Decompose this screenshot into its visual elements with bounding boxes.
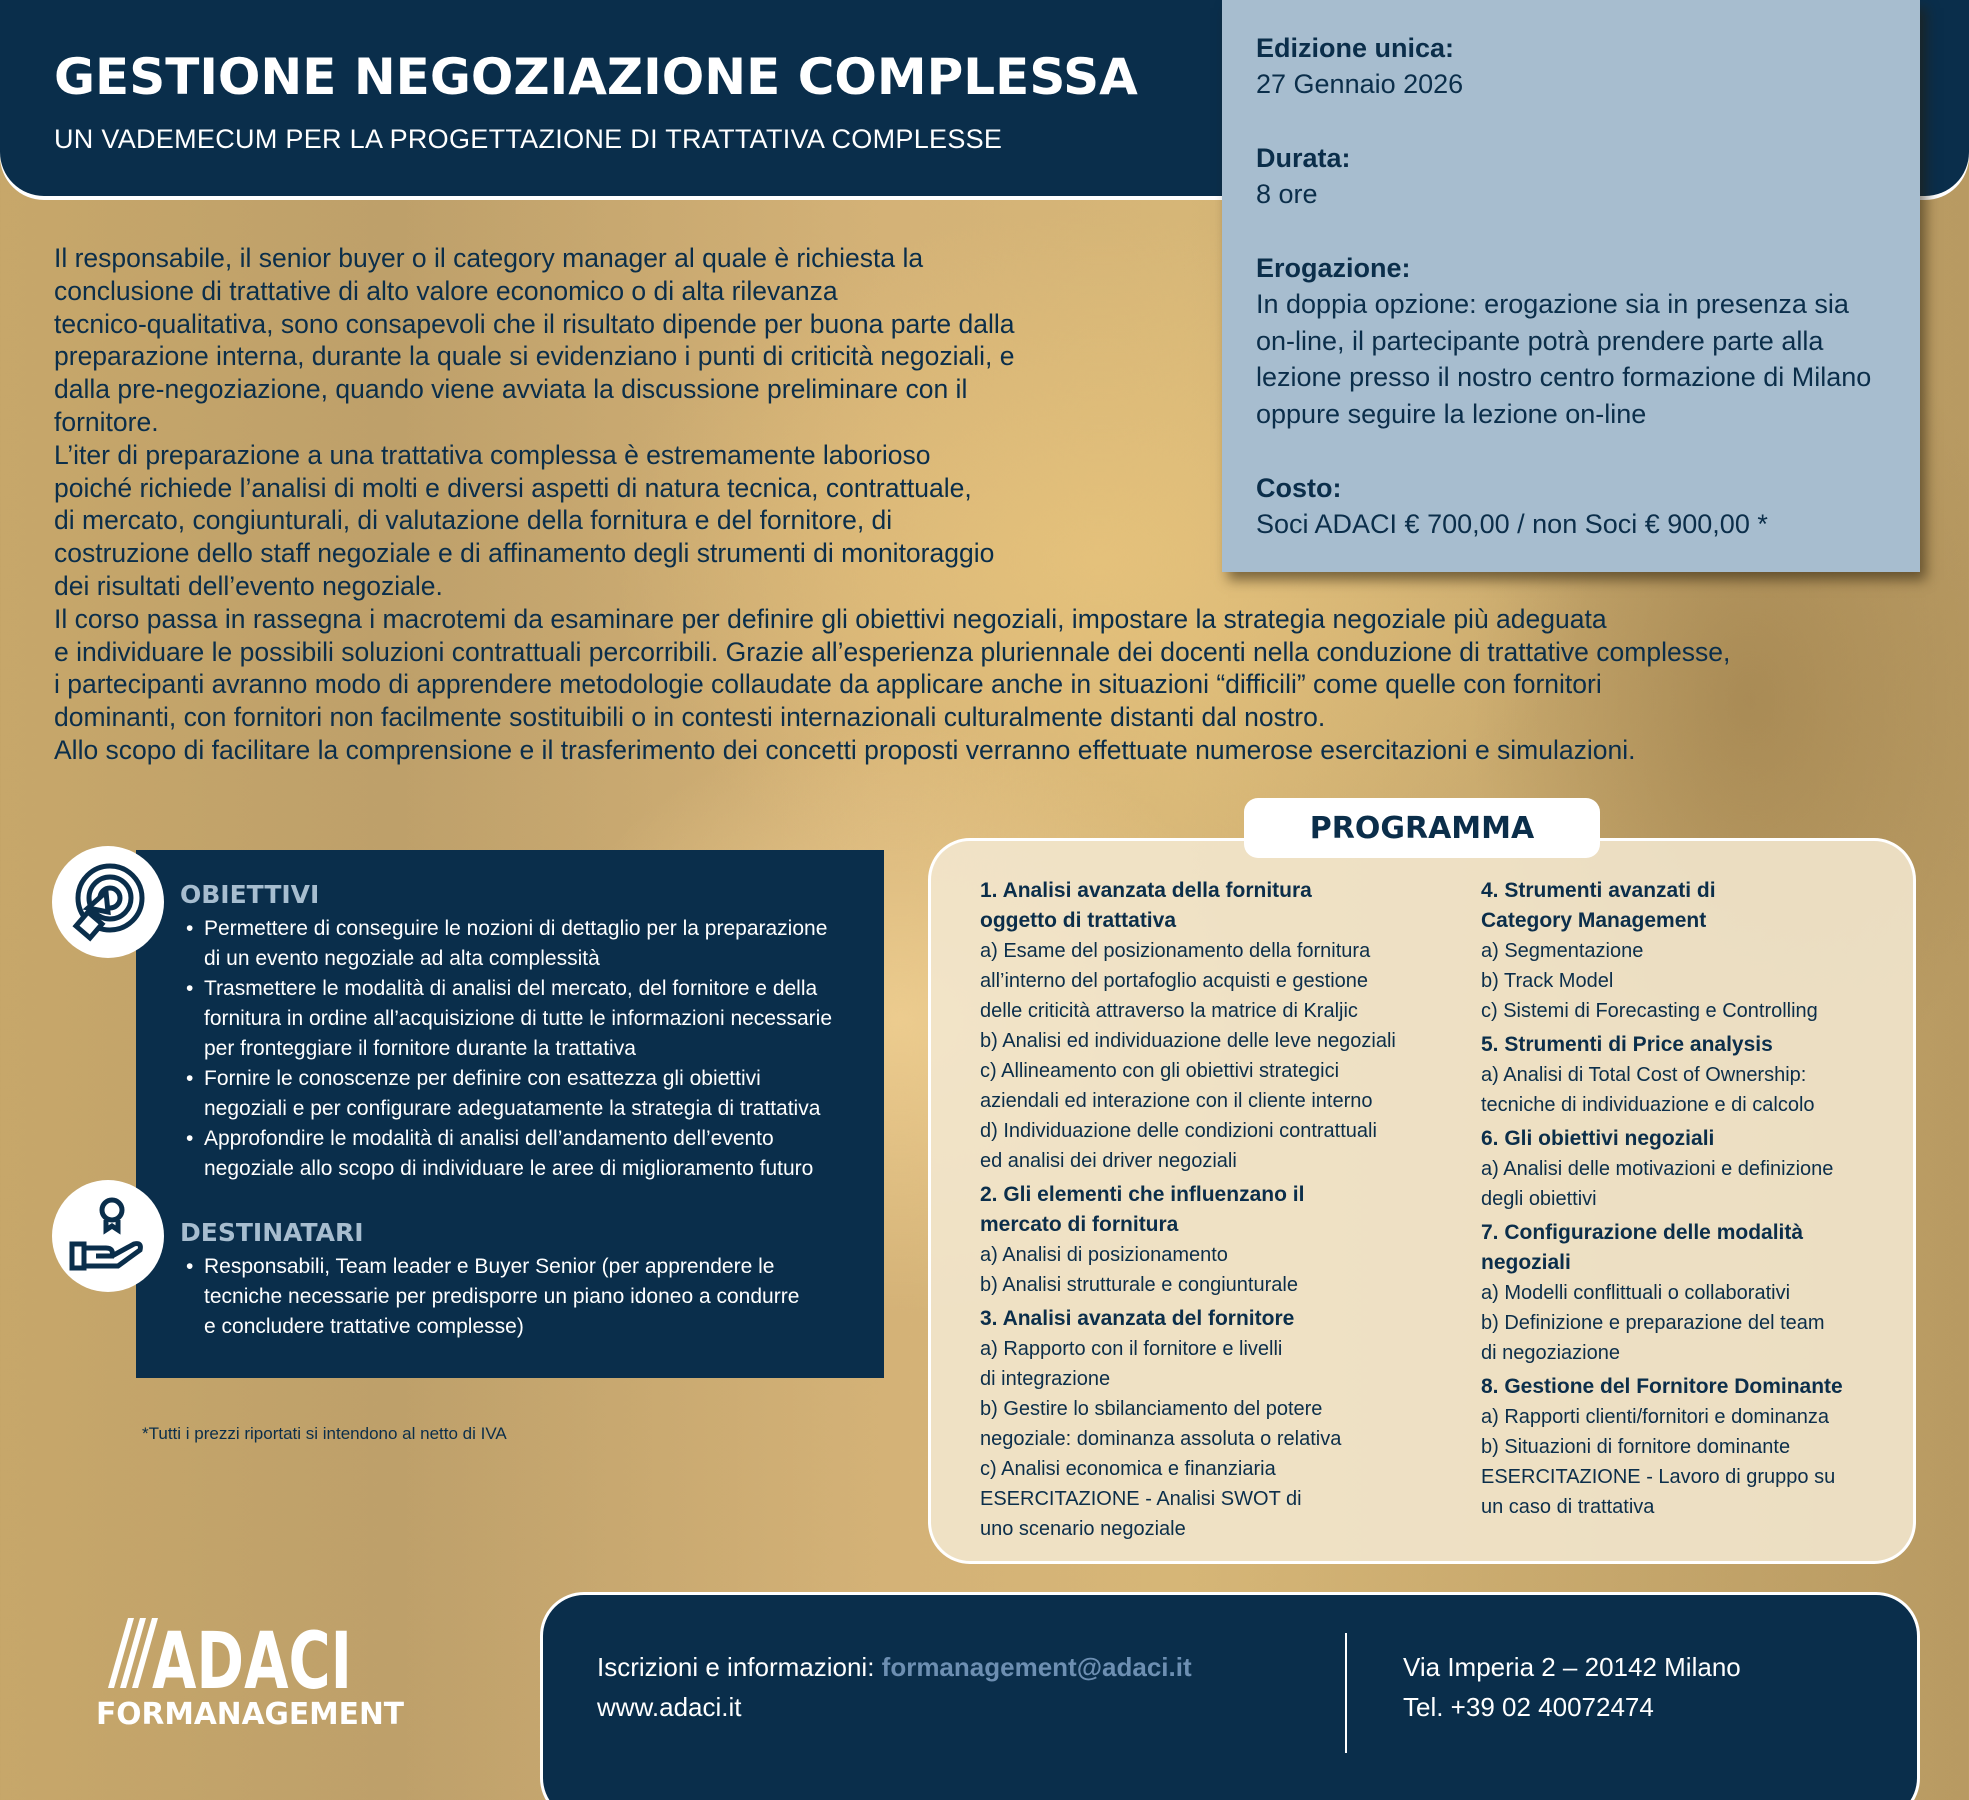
intro-text bbox=[54, 242, 1854, 767]
objectives-title: OBIETTIVI bbox=[180, 880, 320, 909]
intro-paragraph-3: Il corso passa in rassegna i macrotemi da esaminare per definire gli obiettivi negoziali, impostare la strategia negoziale più adeguata e individuare le possibili soluzioni contrattuali percorribili. Grazie all’esperienza pluriennale dei docenti nella conduzione di trattative complesse, i partecipanti avranno modo di apprendere metodologie collaudate da applicare anche in situazioni “difficili” come quelle con fornitori dominanti, con fornitori non facilmente sostituibili o in contesti internazionali culturalmente distanti dal nostro. bbox=[54, 603, 1731, 733]
module-line: b) Situazioni di fornitore dominante bbox=[1481, 1436, 1791, 1458]
module-line: a) Esame del posizionamento della fornitura all’interno del portafoglio acquisti e gestione delle criticità attraverso la matrice di Kraljic bbox=[980, 940, 1371, 1022]
price-footnote: *Tutti i prezzi riportati si intendono al netto di IVA bbox=[142, 1424, 507, 1443]
objective-item: • Trasmettere le modalità di analisi del mercato, del fornitore e della fornitura in ordine all’acquisizione di tutte le informazioni necessarie per fronteggiare il fornitore durante la trattativa bbox=[184, 974, 834, 1064]
programma-module bbox=[1481, 1030, 1901, 1120]
adaci-logo bbox=[96, 1612, 416, 1732]
phone: Tel. +39 02 40072474 bbox=[1403, 1692, 1654, 1722]
module-line: a) Analisi di posizionamento bbox=[980, 1244, 1228, 1266]
module-line: b) Analisi ed individuazione delle leve negoziali bbox=[980, 1030, 1396, 1052]
programma-module bbox=[1481, 1124, 1901, 1214]
recipient-item: • Responsabili, Team leader e Buyer Senior (per apprendere le tecniche necessarie per predisporre un piano idoneo a condurre e concludere trattative complesse) bbox=[184, 1252, 804, 1342]
cost-value: Soci ADACI € 700,00 / non Soci € 900,00 * bbox=[1256, 509, 1768, 539]
module-heading: 3. Analisi avanzata del fornitore bbox=[980, 1307, 1295, 1330]
module-line: a) Analisi di Total Cost of Ownership: tecniche di individuazione e di calcolo bbox=[1481, 1064, 1815, 1116]
objective-item: • Fornire le conoscenze per definire con esattezza gli obiettivi negoziali e per configurare adeguatamente la strategia di trattativa bbox=[184, 1064, 834, 1124]
module-line: d) Individuazione delle condizioni contrattuali ed analisi dei driver negoziali bbox=[980, 1120, 1377, 1172]
hand-award-icon bbox=[52, 1180, 164, 1292]
module-line: b) Analisi strutturale e congiunturale bbox=[980, 1274, 1298, 1296]
module-heading: 6. Gli obiettivi negoziali bbox=[1481, 1127, 1715, 1150]
module-heading: 7. Configurazione delle modalità negoziali bbox=[1481, 1221, 1804, 1274]
module-line: c) Allineamento con gli obiettivi strategici aziendali ed interazione con il cliente interno bbox=[980, 1060, 1373, 1112]
module-line: ESERCITAZIONE - Analisi SWOT di uno scenario negoziale bbox=[980, 1488, 1302, 1540]
page-title: GESTIONE NEGOZIAZIONE COMPLESSA bbox=[54, 48, 1138, 106]
logo-subtitle: FORMANAGEMENT bbox=[96, 1697, 405, 1732]
objectives-list bbox=[184, 914, 834, 1184]
page-subtitle: UN VADEMECUM PER LA PROGETTAZIONE DI TRATTATIVA COMPLESSE bbox=[54, 124, 1003, 154]
edition-info bbox=[1256, 30, 1886, 102]
module-line: a) Rapporto con il fornitore e livelli di integrazione bbox=[980, 1338, 1283, 1390]
module-line: a) Modelli conflittuali o collaborativi bbox=[1481, 1282, 1791, 1304]
module-line: a) Analisi delle motivazioni e definizione degli obiettivi bbox=[1481, 1158, 1834, 1210]
programma-column-right bbox=[1481, 876, 1901, 1526]
footer-divider bbox=[1345, 1633, 1347, 1753]
module-line: ESERCITAZIONE - Lavoro di gruppo su un caso di trattativa bbox=[1481, 1466, 1836, 1518]
module-line: b) Track Model bbox=[1481, 970, 1614, 992]
module-line: a) Segmentazione bbox=[1481, 940, 1644, 962]
edition-label: Edizione unica: bbox=[1256, 33, 1455, 63]
module-line: c) Sistemi di Forecasting e Controlling bbox=[1481, 1000, 1818, 1022]
programma-module bbox=[1481, 1218, 1901, 1368]
email-link[interactable]: formanagement@adaci.it bbox=[881, 1652, 1192, 1682]
contact-info bbox=[597, 1647, 1192, 1727]
edition-value: 27 Gennaio 2026 bbox=[1256, 69, 1464, 99]
contact-label: Iscrizioni e informazioni: bbox=[597, 1652, 882, 1682]
recipients-title: DESTINATARI bbox=[180, 1218, 364, 1247]
intro-paragraph-4: Allo scopo di facilitare la comprensione e il trasferimento dei concetti proposti verranno effettuate numerose esercitazioni e simulazioni. bbox=[54, 734, 1636, 765]
module-line: a) Rapporti clienti/fornitori e dominanza bbox=[1481, 1406, 1829, 1428]
module-heading: 4. Strumenti avanzati di Category Management bbox=[1481, 879, 1716, 932]
programma-module bbox=[980, 1304, 1450, 1544]
contact-footer bbox=[540, 1592, 1920, 1800]
duration-label: Durata: bbox=[1256, 143, 1351, 173]
module-heading: 5. Strumenti di Price analysis bbox=[1481, 1033, 1773, 1056]
module-line: b) Gestire lo sbilanciamento del potere negoziale: dominanza assoluta o relativa bbox=[980, 1398, 1342, 1450]
module-heading: 8. Gestione del Fornitore Dominante bbox=[1481, 1375, 1843, 1398]
objective-item: • Permettere di conseguire le nozioni di dettaglio per la preparazione di un evento negoziale ad alta complessità bbox=[184, 914, 834, 974]
address: Via Imperia 2 – 20142 Milano bbox=[1403, 1652, 1741, 1682]
duration-value: 8 ore bbox=[1256, 179, 1318, 209]
delivery-value: In doppia opzione: erogazione sia in presenza sia on-line, il partecipante potrà prendere parte alla lezione presso il nostro centro formazione di Milano oppure seguire la lezione on-line bbox=[1256, 289, 1872, 429]
module-line: c) Analisi economica e finanziaria bbox=[980, 1458, 1276, 1480]
target-arrow-icon bbox=[52, 846, 164, 958]
programma-module bbox=[1481, 876, 1901, 1026]
programma-module bbox=[980, 876, 1450, 1176]
intro-paragraph-1: Il responsabile, il senior buyer o il category manager al quale è richiesta la conclusione di trattative di alto valore economico o di alta rilevanza tecnico-qualitativa, sono consapevoli che il risultato dipende per buona parte dalla preparazione interna, durante la quale si evidenziano i punti di criticità negoziali, e dalla pre-negoziazione, quando viene avviata la discussione preliminare con il fornitore. bbox=[54, 243, 1015, 437]
programma-module bbox=[980, 1180, 1450, 1300]
programma-title: PROGRAMMA bbox=[1244, 798, 1600, 858]
address-info bbox=[1403, 1647, 1741, 1727]
recipients-list bbox=[184, 1252, 804, 1342]
programma-column-left bbox=[980, 876, 1450, 1548]
objectives-box bbox=[136, 850, 884, 1378]
duration-info bbox=[1256, 140, 1886, 212]
intro-paragraph-2: L’iter di preparazione a una trattativa complessa è estremamente laborioso poiché richiede l’analisi di molti e diversi aspetti di natura tecnica, contrattuale, di mercato, congiunturali, di valutazione della fornitura e del fornitore, di costruzione dello staff negoziale e di affinamento degli strumenti di monitoraggio dei risultati dell’evento negoziale. bbox=[54, 439, 995, 601]
objective-item: • Approfondire le modalità di analisi dell’andamento dell’evento negoziale allo scopo di individuare le aree di miglioramento futuro bbox=[184, 1124, 834, 1184]
module-heading: 2. Gli elementi che influenzano il mercato di fornitura bbox=[980, 1183, 1305, 1236]
cost-label: Costo: bbox=[1256, 473, 1342, 503]
module-line: b) Definizione e preparazione del team di negoziazione bbox=[1481, 1312, 1825, 1364]
logo-wordmark: ADACI bbox=[152, 1617, 352, 1707]
programma-module bbox=[1481, 1372, 1901, 1522]
delivery-label: Erogazione: bbox=[1256, 253, 1411, 283]
website-link[interactable]: www.adaci.it bbox=[597, 1692, 742, 1722]
module-heading: 1. Analisi avanzata della fornitura oggetto di trattativa bbox=[980, 879, 1312, 932]
